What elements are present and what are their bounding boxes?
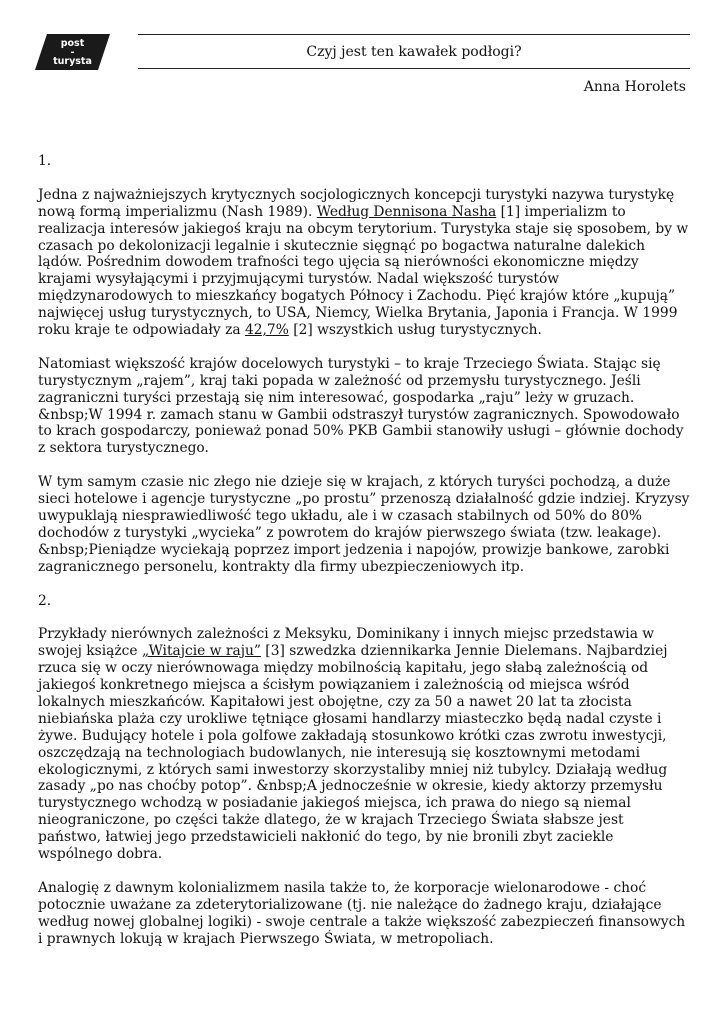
logo-text [35,34,110,70]
paragraph-5: Analogię z dawnym kolonializmem nasila także to, że korporacje wielonarodowe - choć potocznie uważane za zdeterytorializowane (tj. nie należące do żadnego kraju, działające według nowej globalnej logiki) - swoje centrale a także większość zabezpieczeń finansowych i prawnych lokują w krajach Pierwszego Świata, w metropoliach. [38,879,686,947]
header-bottom-rule [138,68,690,69]
header-top-rule [138,34,690,35]
link-witajcie-w-raju[interactable]: „Witajcie w raju” [141,643,261,660]
paragraph-4 [38,626,690,863]
paragraph-2: Natomiast większość krajów docelowych turystyki – to kraje Trzeciego Świata. Stając się turystycznym „rajem”, kraj taki popada w zależność od przemysłu turystycznego. Jeśli zagraniczni turyści przestają się nim interesować, gospodarka „raju” leży w gruzach. &nbsp;W 1994 r. zamach stanu w Gambii odstraszył turystów zagranicznych. Spowodowało to krach gospodarczy, ponieważ ponad 50% PKB Gambii stanowiły usługi – głównie dochody z sektora turystycznego. [38,355,684,457]
document-title: Czyj jest ten kawałek podłogi? [306,44,522,60]
section-number-2: 2. [38,592,52,609]
logo-line-post: post [60,37,85,49]
paragraph-1-text-a: Jedna z najważniejszych krytycznych socjologicznych koncepcji turystyki nazywa turystykę nową formą imperializmu (Nash 1989). [38,186,675,220]
author-name: Anna Horolets [583,79,686,95]
paragraph-4-text-a: Przykłady nierównych zależności z Meksyku, Dominikany i innych miejsc przedstawia w swojej książce [38,626,655,660]
paragraph-1 [38,187,690,339]
paragraph-1-text-c: [2] wszystkich usług turystycznych. [288,322,542,339]
paragraph-3: W tym samym czasie nic złego nie dzieje się w krajach, z których turyści pochodzą, a duże sieci hotelowe i agencje turystyczne „po prostu” przenoszą działalność gdzie indziej. Kryzysy uwypuklają niesprawiedliwość tego układu, ale i w czasach stabilnych od 50% do 80% dochodów z turystyki „wycieka” z powrotem do krajów pierwszego świata (tzw. leakage). &nbsp;Pieniądze wyciekają poprzez import jedzenia i napojów, prowizje bankowe, zarobki zagranicznego personelu, kontrakty dla firmy ubezpieczeniowych itp. [38,474,690,575]
link-42-percent[interactable]: 42,7% [244,322,289,339]
logo-line-turysta: turysta [53,55,92,67]
post-turysta-logo[interactable] [35,34,110,70]
article-body [38,153,690,964]
link-dennison-nash[interactable]: Według Dennisona Nasha [316,203,497,220]
logo-line-dash: - [70,46,75,58]
paragraph-4-text-b: [3] szwedzka dziennikarka Jennie Dielemans. Najbardziej rzuca się w oczy nierównowaga między mobilnością kapitału, jego słabą zależnością od jakiegoś konkretnego miejsca a ścisłym powiązaniem i zależnością od miejsca wśród lokalnych mieszkańców. Kapitałowi jest obojętne, czy za 50 a nawet 20 lat ta złocista niebiańska plaża czy urokliwe tętniące głosami handlarzy miasteczko będą nadal czyste i żywe. Budujący hotele i pola golfowe zakładają stosunkowo krótki czas zwrotu inwestycji, oszczędzają na technologiach budowlanych, nie interesują się kosztownymi metodami ekologicznymi, z których sami inwestorzy skorzystaliby mniej niż tubylcy. Działają według zasady „po nas choćby potop”. &nbsp;A jednocześnie w okresie, kiedy aktorzy przemysłu turystycznego wchodzą w posiadanie jakiegoś miejsca, ich prawa do niego są niemal nieograniczone, po części także dlatego, że w krajach Trzeciego Świata słabsze jest państwo, łatwiej jego przedstawicieli nakłonić do tego, by nie bronili zbyt zaciekle wspólnego dobra. [38,643,668,863]
paragraph-1-text-b: [1] imperializm to realizacja interesów jakiegoś kraju na obcym terytorium. Turystyka staje się sposobem, by w czasach po dekolonizacji legalnie i skutecznie sięgnąć po bogactwa naturalne dalekich lądów. Pośrednim dowodem trafności tego ujęcia są nierówności ekonomiczne między krajami wysyłającymi i przyjmującymi turystów. Nadal większość turystów międzynarodowych to mieszkańcy bogatych Północy i Zachodu. Pięć krajów które „kupują” najwięcej usług turystycznych, to USA, Niemcy, Wielka Brytania, Japonia i Francja. W 1999 roku kraje te odpowiadały za [38,203,689,339]
section-number-1: 1. [38,153,52,169]
